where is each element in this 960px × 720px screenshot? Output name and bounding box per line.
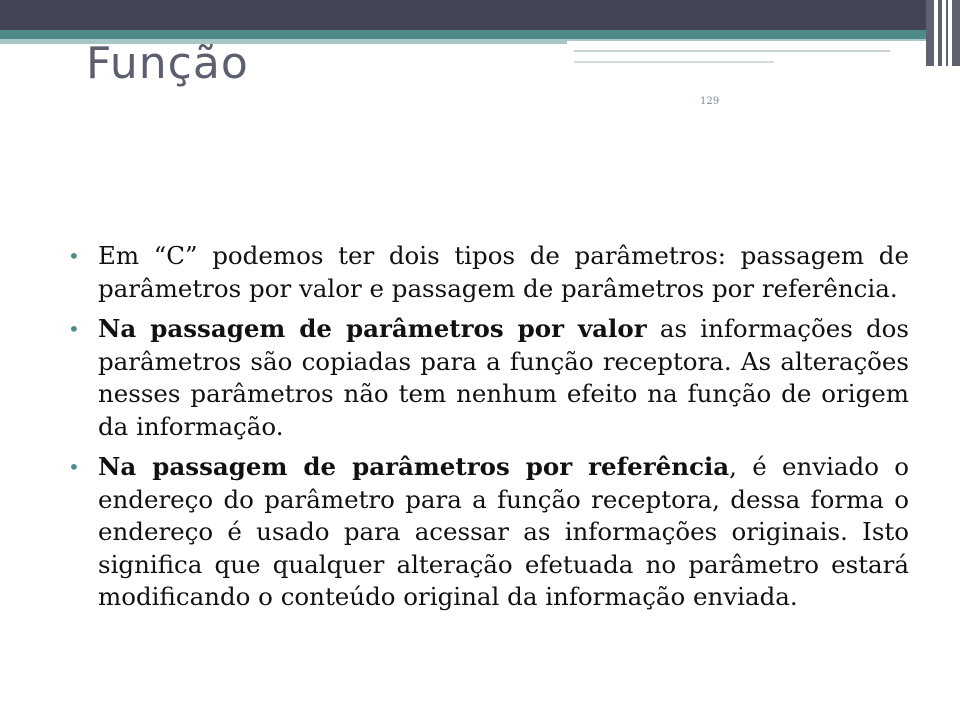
- bullet-text: , é enviado o endereço do parâmetro para a função receptora, dessa forma o endereço é usado para acessar as informações originais. Isto significa que qualquer alteração efetuada no parâmetro estará modificando o conteúdo original da informação enviada.: [98, 452, 909, 611]
- slide-number: 129: [700, 96, 720, 107]
- bullet-text: Em “C” podemos ter dois tipos de parâmetros: passagem de parâmetros por valor e passagem de parâmetros por referência.: [98, 241, 909, 303]
- bullet-item: [64, 313, 909, 443]
- bullet-text: as informações dos parâmetros são copiadas para a função receptora. As alterações nesses parâmetros não tem nenhum efeito na função de origem da informação.: [98, 314, 910, 441]
- right-decorative-stripes: [926, 0, 960, 66]
- bullet-list: [64, 240, 909, 622]
- slide-title: Função: [86, 38, 249, 89]
- bullet-bold-text: Na passagem de parâmetros por valor: [98, 314, 647, 343]
- decorative-line: [574, 50, 890, 52]
- bullet-item: [64, 451, 909, 614]
- bullet-icon: •: [68, 244, 80, 268]
- bullet-item: [64, 240, 909, 305]
- bullet-bold-text: Na passagem de parâmetros por referência: [98, 452, 730, 481]
- decorative-line: [574, 61, 774, 63]
- bullet-icon: •: [68, 317, 80, 341]
- top-banner-dark: [0, 0, 960, 30]
- bullet-icon: •: [68, 455, 80, 479]
